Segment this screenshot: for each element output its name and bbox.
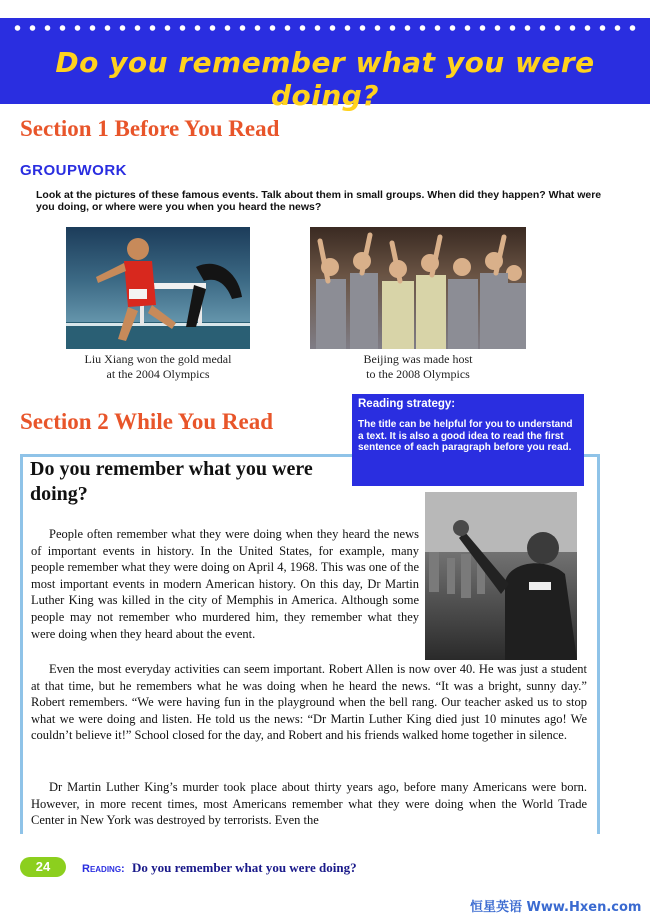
speaker-illustration — [425, 492, 577, 660]
photo-caption-beijing — [318, 352, 518, 382]
article-paragraph-1: People often remember what they were doing when they heard the news of important events in history. In the United States, for example, many people remember what they were doing on April 4, 1968. This was one of the most important events in modern American history. On this day, Dr Martin Luther King was killed in the city of Memphis in America. Although some people may not remember who murdered him, they remember what they were doing when they heard about the event. — [31, 527, 419, 641]
article-title: Do you remember what you were doing? — [30, 458, 313, 505]
celebrating-crowd-illustration — [310, 227, 526, 349]
beijing-olympic-bid-photo — [310, 227, 526, 349]
hurdler-illustration — [66, 227, 250, 349]
caption-line: Liu Xiang won the gold medal — [84, 352, 232, 366]
liu-xiang-hurdles-photo — [66, 227, 250, 349]
section-1-title: Section 1 Before You Read — [20, 116, 280, 141]
caption-line: to the 2008 Olympics — [366, 367, 470, 381]
section-2-title: Section 2 While You Read — [20, 409, 274, 434]
page-number-badge: 24 — [20, 857, 66, 877]
running-footer — [82, 860, 357, 876]
footer-title: Do you remember what you were doing? — [131, 860, 357, 875]
photo-caption-liu-xiang — [60, 352, 256, 382]
reading-strategy-text: The title can be helpful for you to understand a text. It is also a good idea to read the first sentence of each paragraph before you read. — [358, 419, 573, 453]
footer-section-label: Reading: — [82, 863, 125, 875]
martin-luther-king-photo — [425, 492, 577, 660]
article-paragraph-2: Even the most everyday activities can seem important. Robert Allen is now over 40. He was just a student at that time, but he remembers what he was doing when he heard the news. “It was a bright, sunny day.” Robert remembers. “We were having fun in the playground when the bell rang. Our teacher asked us to stop what we were doing and listen. He told us the news: “Dr Martin Luther King died just 10 minutes ago! We couldn’t believe it!” School closed for the day, and Robert and his friends walked home together in silence. — [31, 662, 587, 743]
groupwork-label: GROUPWORK — [20, 162, 127, 179]
caption-line: Beijing was made host — [363, 352, 473, 366]
header-banner — [0, 18, 650, 112]
site-watermark: 恒星英语 Www.Hxen.com — [470, 900, 642, 915]
caption-line: at the 2004 Olympics — [106, 367, 210, 381]
banner-dots-decoration — [10, 24, 640, 32]
groupwork-instructions: Look at the pictures of these famous events. Talk about them in small groups. When did they happen? What were you doing, or where were you when you heard the news? — [36, 189, 602, 213]
reading-strategy-box — [352, 394, 584, 486]
unit-title: Do you remember what you were doing? — [55, 46, 595, 112]
reading-strategy-heading: Reading strategy: — [358, 398, 456, 410]
article-paragraph-3: Dr Martin Luther King’s murder took place about thirty years ago, before many Americans were born. However, in more recent times, most Americans remember what they were doing when the World Trade Center in New York was destroyed by terrorists. Even the — [31, 780, 587, 828]
